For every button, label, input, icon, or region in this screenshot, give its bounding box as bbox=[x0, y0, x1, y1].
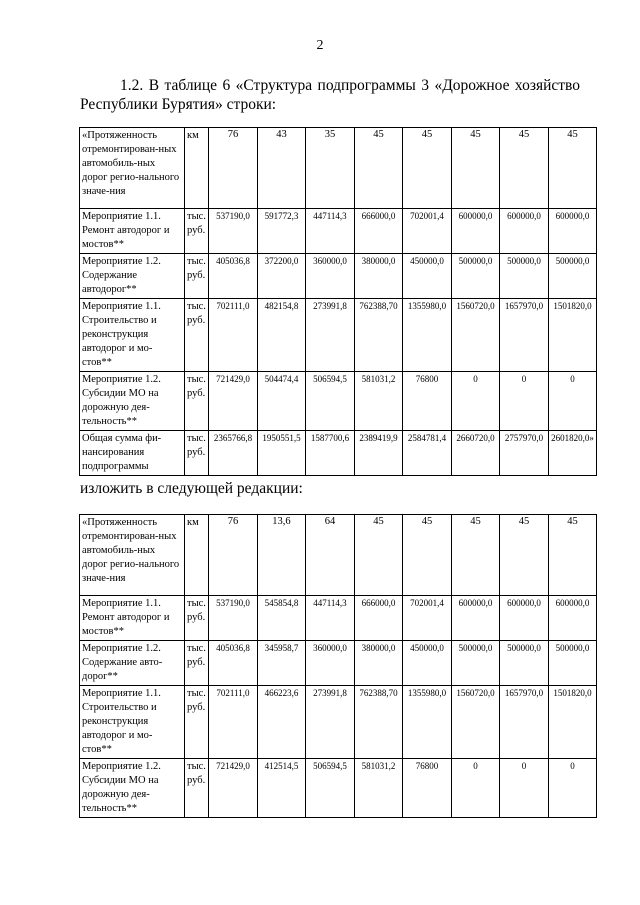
cell-value: 600000,0 bbox=[548, 209, 596, 254]
cell-value: 1657970,0 bbox=[499, 686, 548, 759]
cell-value: 537190,0 bbox=[208, 209, 257, 254]
table-row bbox=[80, 596, 597, 641]
table-row bbox=[80, 254, 597, 299]
cell-value: 45 bbox=[499, 515, 548, 596]
row-unit: тыс. руб. bbox=[185, 372, 209, 431]
cell-value: 721429,0 bbox=[208, 759, 257, 818]
cell-value: 600000,0 bbox=[451, 209, 499, 254]
cell-value: 500000,0 bbox=[548, 254, 596, 299]
cell-value: 591772,3 bbox=[257, 209, 305, 254]
row-name: «Протяженность отремонтирован-ных автомобиль-ных дорог регио-нального значе-ния bbox=[80, 515, 185, 596]
cell-value: 45 bbox=[451, 128, 499, 209]
row-unit: тыс. руб. bbox=[185, 209, 209, 254]
table-row bbox=[80, 686, 597, 759]
cell-value: 0 bbox=[548, 372, 596, 431]
cell-value: 380000,0 bbox=[354, 641, 402, 686]
table-row bbox=[80, 372, 597, 431]
row-unit: тыс. руб. bbox=[185, 299, 209, 372]
cell-value: 450000,0 bbox=[402, 254, 451, 299]
row-name: Мероприятие 1.2. Субсидии МО на дорожную дея-тельность** bbox=[80, 759, 185, 818]
table-row bbox=[80, 431, 597, 476]
cell-value: 2365766,8 bbox=[208, 431, 257, 476]
cell-value: 600000,0 bbox=[548, 596, 596, 641]
cell-value: 76800 bbox=[402, 372, 451, 431]
cell-value: 1560720,0 bbox=[451, 299, 499, 372]
cell-value: 762388,70 bbox=[354, 686, 402, 759]
cell-value: 721429,0 bbox=[208, 372, 257, 431]
row-unit: км bbox=[185, 515, 209, 596]
row-unit: тыс. руб. bbox=[185, 641, 209, 686]
cell-value: 45 bbox=[402, 128, 451, 209]
cell-value: 504474,4 bbox=[257, 372, 305, 431]
cell-value: 702001,4 bbox=[402, 596, 451, 641]
cell-value: 600000,0 bbox=[451, 596, 499, 641]
cell-value: 1587700,6 bbox=[305, 431, 354, 476]
row-name: Мероприятие 1.1. Строительство и реконструкция автодорог и мо-стов** bbox=[80, 686, 185, 759]
cell-value: 45 bbox=[451, 515, 499, 596]
cell-value: 482154,8 bbox=[257, 299, 305, 372]
cell-value: 360000,0 bbox=[305, 254, 354, 299]
cell-value: 2601820,0» bbox=[548, 431, 596, 476]
cell-value: 76800 bbox=[402, 759, 451, 818]
cell-value: 506594,5 bbox=[305, 759, 354, 818]
cell-value: 2660720,0 bbox=[451, 431, 499, 476]
intro-paragraph: 1.2. В таблице 6 «Структура подпрограммы 3 «Дорожное хозяйство Республики Бурятия» строки: bbox=[80, 77, 580, 113]
page-number: 2 bbox=[316, 38, 324, 53]
cell-value: 1355980,0 bbox=[402, 686, 451, 759]
cell-value: 506594,5 bbox=[305, 372, 354, 431]
row-unit: тыс. руб. bbox=[185, 759, 209, 818]
cell-value: 380000,0 bbox=[354, 254, 402, 299]
row-name: Мероприятие 1.1. Ремонт автодорог и мостов** bbox=[80, 209, 185, 254]
cell-value: 372200,0 bbox=[257, 254, 305, 299]
cell-value: 405036,8 bbox=[208, 641, 257, 686]
row-unit: тыс. руб. bbox=[185, 596, 209, 641]
cell-value: 360000,0 bbox=[305, 641, 354, 686]
table-row bbox=[80, 299, 597, 372]
row-unit: тыс. руб. bbox=[185, 431, 209, 476]
cell-value: 702111,0 bbox=[208, 686, 257, 759]
cell-value: 45 bbox=[354, 128, 402, 209]
cell-value: 45 bbox=[499, 128, 548, 209]
cell-value: 64 bbox=[305, 515, 354, 596]
row-name: Мероприятие 1.2. Содержание авто-дорог** bbox=[80, 641, 185, 686]
cell-value: 273991,8 bbox=[305, 686, 354, 759]
cell-value: 13,6 bbox=[257, 515, 305, 596]
cell-value: 45 bbox=[354, 515, 402, 596]
cell-value: 1501820,0 bbox=[548, 299, 596, 372]
cell-value: 1501820,0 bbox=[548, 686, 596, 759]
cell-value: 666000,0 bbox=[354, 209, 402, 254]
cell-value: 0 bbox=[451, 372, 499, 431]
cell-value: 345958,7 bbox=[257, 641, 305, 686]
table-row bbox=[80, 128, 597, 209]
cell-value: 545854,8 bbox=[257, 596, 305, 641]
cell-value: 500000,0 bbox=[451, 254, 499, 299]
row-name: Мероприятие 1.1. Строительство и реконструкция автодорог и мо-стов** bbox=[80, 299, 185, 372]
cell-value: 2389419,9 bbox=[354, 431, 402, 476]
row-unit: км bbox=[185, 128, 209, 209]
cell-value: 1950551,5 bbox=[257, 431, 305, 476]
cell-value: 35 bbox=[305, 128, 354, 209]
row-name: Общая сумма фи-нансирования подпрограммы bbox=[80, 431, 185, 476]
cell-value: 76 bbox=[208, 515, 257, 596]
cell-value: 1657970,0 bbox=[499, 299, 548, 372]
row-name: «Протяженность отремонтирован-ных автомобиль-ных дорог регио-нального значе-ния bbox=[80, 128, 185, 209]
row-unit: тыс. руб. bbox=[185, 254, 209, 299]
table-row bbox=[80, 515, 597, 596]
cell-value: 447114,3 bbox=[305, 209, 354, 254]
cell-value: 762388,70 bbox=[354, 299, 402, 372]
cell-value: 0 bbox=[499, 759, 548, 818]
cell-value: 581031,2 bbox=[354, 759, 402, 818]
cell-value: 1355980,0 bbox=[402, 299, 451, 372]
table-new bbox=[79, 514, 597, 818]
table-row bbox=[80, 759, 597, 818]
row-unit: тыс. руб. bbox=[185, 686, 209, 759]
row-name: Мероприятие 1.2. Субсидии МО на дорожную дея-тельность** bbox=[80, 372, 185, 431]
table-old bbox=[79, 127, 597, 476]
cell-value: 450000,0 bbox=[402, 641, 451, 686]
transition-text: изложить в следующей редакции: bbox=[80, 480, 303, 497]
cell-value: 600000,0 bbox=[499, 596, 548, 641]
cell-value: 500000,0 bbox=[451, 641, 499, 686]
cell-value: 45 bbox=[402, 515, 451, 596]
row-name: Мероприятие 1.2. Содержание автодорог** bbox=[80, 254, 185, 299]
table-row bbox=[80, 641, 597, 686]
cell-value: 412514,5 bbox=[257, 759, 305, 818]
cell-value: 702111,0 bbox=[208, 299, 257, 372]
cell-value: 537190,0 bbox=[208, 596, 257, 641]
cell-value: 581031,2 bbox=[354, 372, 402, 431]
cell-value: 447114,3 bbox=[305, 596, 354, 641]
cell-value: 500000,0 bbox=[548, 641, 596, 686]
cell-value: 600000,0 bbox=[499, 209, 548, 254]
cell-value: 1560720,0 bbox=[451, 686, 499, 759]
cell-value: 45 bbox=[548, 128, 596, 209]
cell-value: 702001,4 bbox=[402, 209, 451, 254]
cell-value: 500000,0 bbox=[499, 254, 548, 299]
row-name: Мероприятие 1.1. Ремонт автодорог и мостов** bbox=[80, 596, 185, 641]
cell-value: 405036,8 bbox=[208, 254, 257, 299]
cell-value: 666000,0 bbox=[354, 596, 402, 641]
cell-value: 0 bbox=[548, 759, 596, 818]
cell-value: 2584781,4 bbox=[402, 431, 451, 476]
cell-value: 466223,6 bbox=[257, 686, 305, 759]
cell-value: 273991,8 bbox=[305, 299, 354, 372]
table-row bbox=[80, 209, 597, 254]
cell-value: 500000,0 bbox=[499, 641, 548, 686]
cell-value: 2757970,0 bbox=[499, 431, 548, 476]
cell-value: 43 bbox=[257, 128, 305, 209]
cell-value: 45 bbox=[548, 515, 596, 596]
cell-value: 0 bbox=[451, 759, 499, 818]
cell-value: 76 bbox=[208, 128, 257, 209]
cell-value: 0 bbox=[499, 372, 548, 431]
